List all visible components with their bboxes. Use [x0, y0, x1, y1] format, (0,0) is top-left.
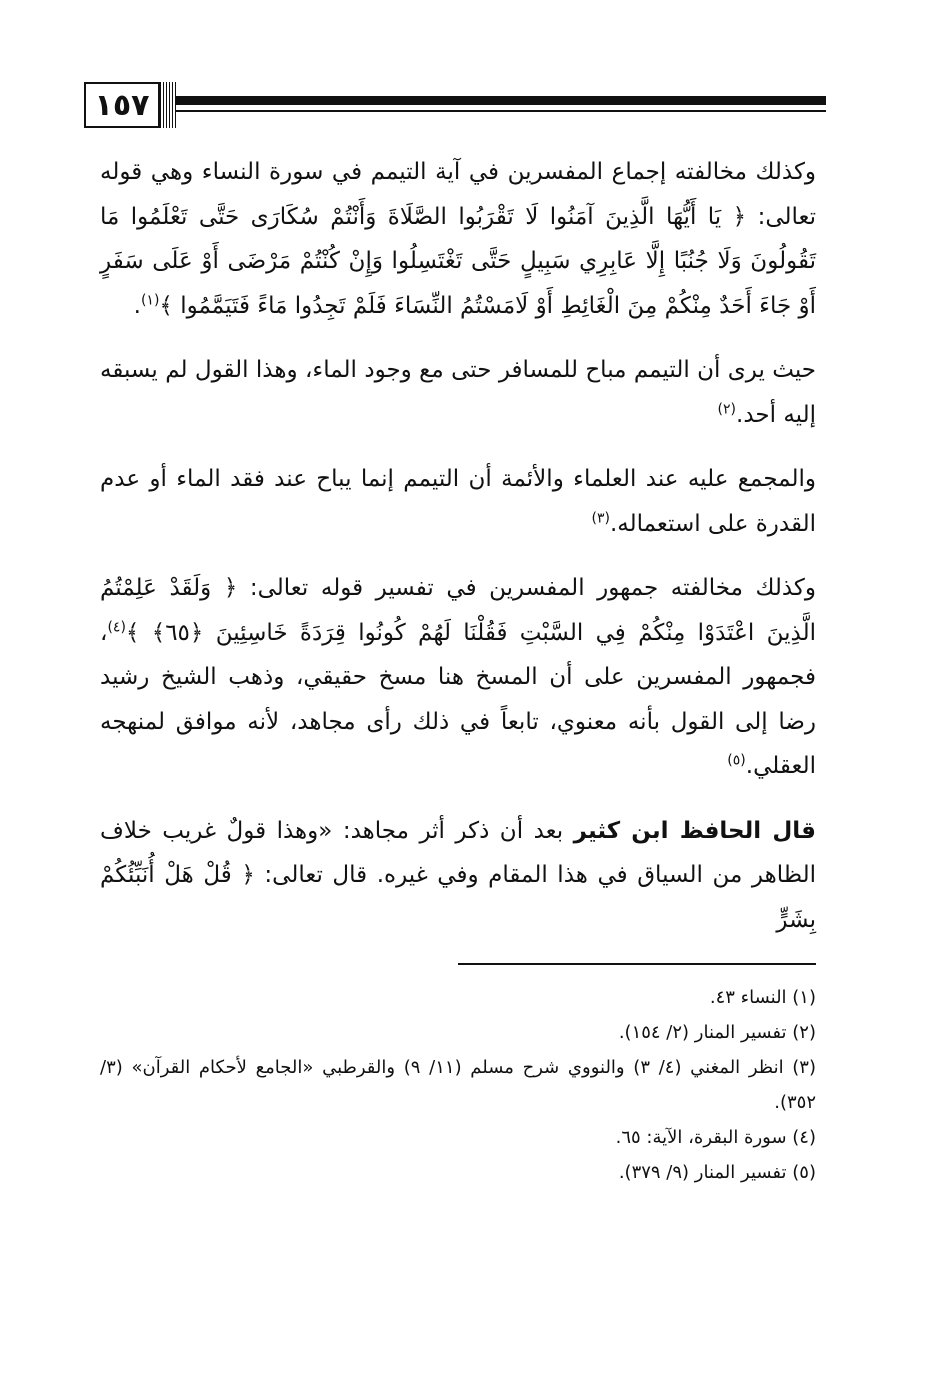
- paragraph-5: [100, 809, 816, 943]
- paragraph-2: [100, 348, 816, 437]
- footnote-3: (٣) انظر المغني (٤/ ٣) والنووي شرح مسلم (١١/ ٩) والقرطبي «الجامع لأحكام القرآن» (٣/ ٣٥٢).: [100, 1057, 816, 1113]
- paragraph-4: [100, 566, 816, 789]
- footnote-ref-1: (١): [140, 291, 160, 308]
- header-ornament: [160, 82, 176, 128]
- footnote-4: (٤) سورة البقرة، الآية: ٦٥.: [615, 1127, 816, 1148]
- page-header: [84, 82, 826, 132]
- p2-text: حيث يرى أن التيمم مباح للمسافر حتى مع وجود الماء، وهذا القول لم يسبقه إليه أحد.: [100, 357, 816, 428]
- page-number: ١٥٧: [84, 82, 160, 128]
- header-rule-thin: [176, 110, 826, 112]
- footnote-1: (١) النساء ٤٣.: [709, 987, 816, 1008]
- p5-text: بعد أن ذكر أثر مجاهد: «وهذا قولٌ غريب خلاف الظاهر من السياق في هذا المقام وفي غيره. قال تعالى:: [100, 817, 816, 888]
- footnote-ref-5: (٥): [727, 752, 746, 769]
- footnote-separator: [458, 963, 816, 965]
- footnote-5: (٥) تفسير المنار (٩/ ٣٧٩).: [618, 1162, 816, 1183]
- p4-text: وكذلك مخالفته جمهور المفسرين في تفسير قوله تعالى:: [237, 575, 816, 601]
- quran-verse-3: ﴿ قُلْ هَلْ أُنَبِّئُكُمْ بِشَرٍّ: [100, 862, 816, 933]
- quran-verse-2: ﴿ وَلَقَدْ عَلِمْتُمُ الَّذِينَ اعْتَدَوْا مِنْكُمْ فِي السَّبْتِ فَقُلْنَا لَهُمْ كُونُوا قِرَدَةً خَاسِئِينَ ﴿٦٥﴾ ﴾: [100, 575, 816, 646]
- p3-text: والمجمع عليه عند العلماء والأئمة أن التيمم إنما يباح عند فقد الماء أو عدم القدرة على استعماله.: [100, 466, 816, 537]
- footnote-2: (٢) تفسير المنار (٢/ ١٥٤).: [618, 1022, 816, 1043]
- paragraph-3: [100, 457, 816, 546]
- quran-verse-1: ﴿ يَا أَيُّهَا الَّذِينَ آمَنُوا لَا تَقْرَبُوا الصَّلَاةَ وَأَنْتُمْ سُكَارَى حَتَّى تَعْلَمُوا مَا تَقُولُونَ وَلَا جُنُبًا إِلَّا عَابِرِي سَبِيلٍ حَتَّى تَغْتَسِلُوا وَإِنْ كُنْتُمْ مَرْضَى أَوْ عَلَى سَفَرٍ أَوْ جَاءَ أَحَدٌ مِنْكُمْ مِنَ الْغَائِطِ أَوْ لَامَسْتُمُ النِّسَاءَ فَلَمْ تَجِدُوا مَاءً فَتَيَمَّمُوا ﴾: [100, 203, 817, 319]
- p1-end: .: [133, 292, 141, 319]
- main-text: [100, 150, 816, 942]
- header-rule-thick: [176, 96, 826, 105]
- footnotes: [100, 980, 816, 1190]
- footnote-ref-3: (٣): [591, 509, 610, 526]
- p5-lead: قال الحافظ ابن كثير: [573, 817, 816, 844]
- footnote-ref-2: (٢): [717, 400, 737, 417]
- p1-text: وكذلك مخالفته إجماع المفسرين في آية التيمم في سورة النساء وهي قوله تعالى:: [100, 159, 817, 230]
- footnote-ref-4: (٤): [107, 618, 126, 635]
- p4-text-after: ، فجمهور المفسرين على أن المسخ هنا مسخ حقيقي، وذهب الشيخ رشيد رضا إلى القول بأنه معنوي، تابعاً في ذلك رأى مجاهد، لأنه موافق لمنهجه العقلي.: [100, 619, 816, 779]
- paragraph-1: [100, 150, 816, 328]
